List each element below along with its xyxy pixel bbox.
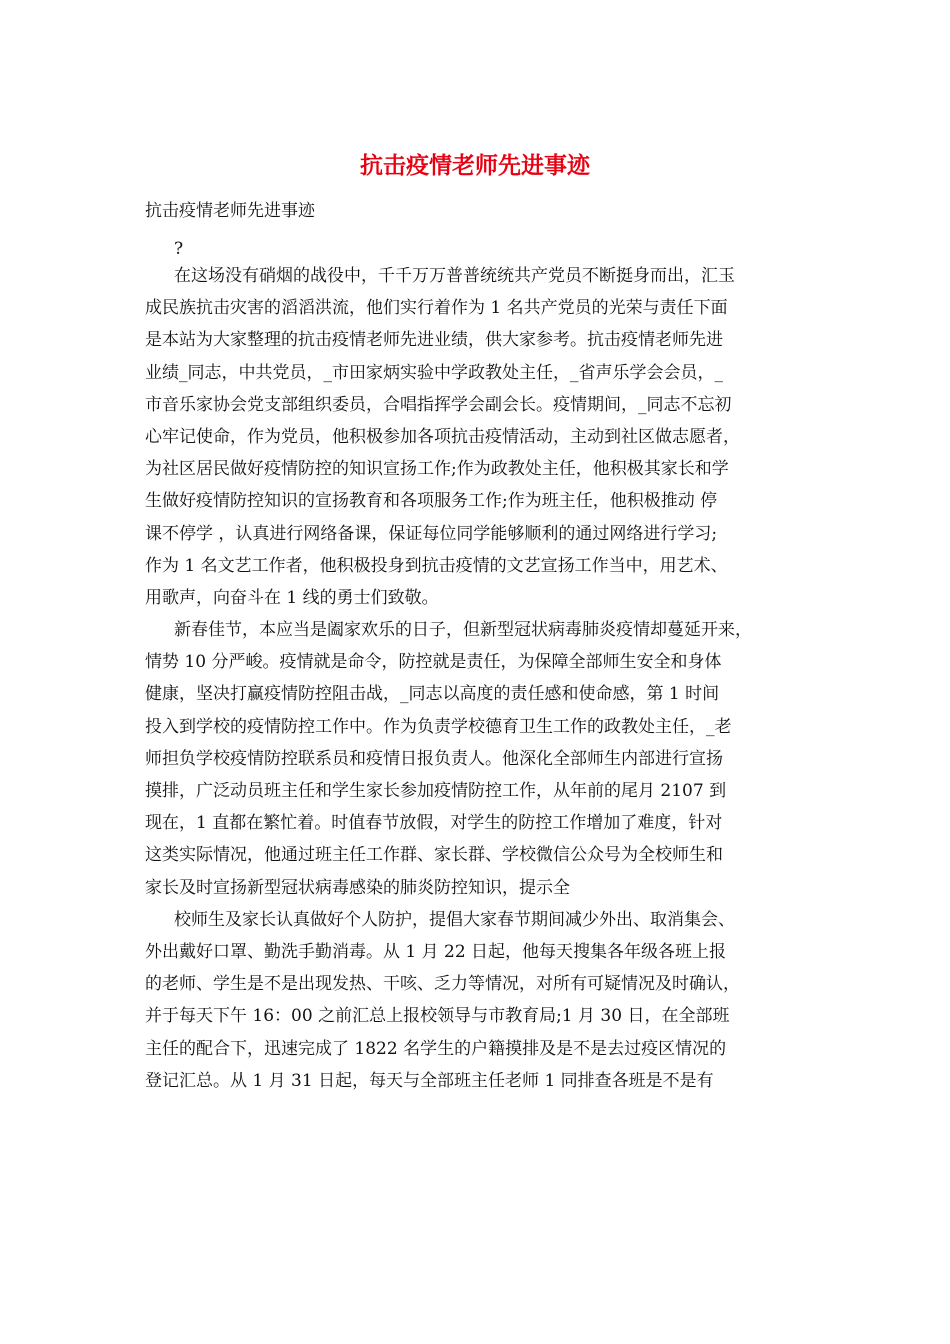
paragraph	[145, 904, 845, 1097]
paragraph-line: 校师生及家长认真做好个人防护，提倡大家春节期间减少外出、取消集会、	[174, 909, 735, 930]
paragraph-line: 作为 1 名文艺工作者，他积极投身到抗击疫情的文艺宣扬工作当中，用艺术、	[145, 555, 728, 576]
paragraph-line: 主任的配合下，迅速完成了 1822 名学生的户籍摸排及是不是去过疫区情况的	[145, 1038, 727, 1059]
document-subtitle: 抗击疫情老师先进事迹	[145, 201, 315, 221]
paragraph	[145, 260, 845, 614]
paragraph-line: 投入到学校的疫情防控工作中。作为负责学校德育卫生工作的政教处主任，_老	[145, 716, 732, 737]
paragraph-line: 在这场没有硝烟的战役中，千千万万普普统统共产党员不断挺身而出，汇玉	[174, 266, 735, 286]
paragraph-line: 登记汇总。从 1 月 31 日起，每天与全部班主任老师 1 同排查各班是不是有	[145, 1070, 714, 1091]
paragraph-line: 为社区居民做好疫情防控的知识宣扬工作;作为政教处主任，他积极其家长和学	[145, 459, 729, 480]
paragraph-line: 这类实际情况，他通过班主任工作群、家长群、学校微信公众号为全校师生和	[145, 845, 723, 866]
paragraph-line: 的老师、学生是不是出现发热、干咳、乏力等情况，对所有可疑情况及时确认，	[145, 974, 740, 995]
paragraph-line: 健康，坚决打赢疫情防控阻击战，_同志以高度的责任感和使命感，第 1 时间	[145, 684, 720, 705]
paragraph-line: 市音乐家协会党支部组织委员，合唱指挥学会副会长。疫情期间，_同志不忘初	[145, 394, 732, 415]
paragraph-line: 情势 10 分严峻。疫情就是命令，防控就是责任，为保障全部师生安全和身体	[145, 652, 722, 673]
question-mark: ?	[174, 239, 184, 259]
document-title: 抗击疫情老师先进事迹	[360, 152, 590, 179]
paragraph-line: 家长及时宣扬新型冠状病毒感染的肺炎防控知识，提示全	[145, 877, 570, 898]
document-body	[145, 260, 845, 1097]
paragraph-line: 心牢记使命，作为党员，他积极参加各项抗击疫情活动，主动到社区做志愿者，	[145, 426, 740, 447]
paragraph-line: 并于每天下午 16：00 之前汇总上报校领导与市教育局;1 月 30 日，在全部班	[145, 1006, 730, 1027]
paragraph	[145, 614, 845, 904]
paragraph-line: 成民族抗击灾害的滔滔洪流，他们实行着作为 1 名共产党员的光荣与责任下面	[145, 298, 728, 319]
paragraph-line: 现在，1 直都在繁忙着。时值春节放假，对学生的防控工作增加了难度，针对	[145, 813, 723, 834]
paragraph-line: 用歌声，向奋斗在 1 线的勇士们致敬。	[145, 587, 439, 608]
paragraph-line: 摸排，广泛动员班主任和学生家长参加疫情防控工作，从年前的尾月 2107 到	[145, 781, 727, 801]
paragraph-line: 课不停学 ，认真进行网络备课，保证每位同学能够顺利的通过网络进行学习;	[145, 523, 718, 544]
paragraph-line: 外出戴好口罩、勤洗手勤消毒。从 1 月 22 日起，他每天搜集各年级各班上报	[145, 941, 727, 962]
paragraph-line: 新春佳节，本应当是阖家欢乐的日子，但新型冠状病毒肺炎疫情却蔓延开来，	[174, 620, 752, 641]
paragraph-line: 生做好疫情防控知识的宣扬教育和各项服务工作;作为班主任，他积极推动 停	[145, 491, 718, 512]
paragraph-line: 业绩_同志，中共党员，_市田家炳实验中学政教处主任，_省声乐学会会员，_	[145, 362, 723, 383]
paragraph-line: 师担负学校疫情防控联系员和疫情日报负责人。他深化全部师生内部进行宣扬	[145, 748, 723, 769]
paragraph-line: 是本站为大家整理的抗击疫情老师先进业绩，供大家参考。抗击疫情老师先进	[145, 330, 723, 351]
